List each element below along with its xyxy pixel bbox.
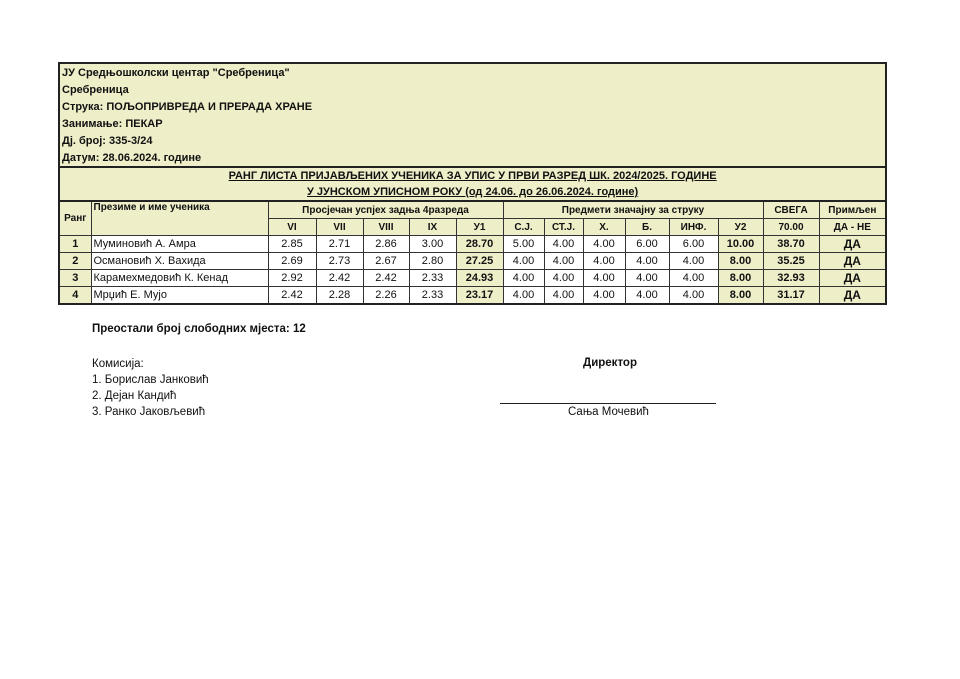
header-line: Занимање: ПЕКАР (59, 115, 886, 132)
total: 31.17 (763, 287, 819, 305)
avg-grade: 2.73 (316, 253, 363, 270)
u1: 27.25 (456, 253, 503, 270)
col-subject: ИНФ. (669, 219, 718, 236)
u2: 8.00 (718, 287, 763, 305)
list-title: РАНГ ЛИСТА ПРИЈАВЉЕНИХ УЧЕНИКА ЗА УПИС У ПРВИ РАЗРЕД ШК. 2024/2025. ГОДИНЕ (59, 167, 886, 184)
remaining-seats: Преостали број слободних мјеста: 12 (92, 323, 306, 335)
avg-grade: 2.42 (316, 270, 363, 287)
student-name: Карамехмедовић К. Кенад (91, 270, 268, 287)
col-subject: СТ.Ј. (544, 219, 583, 236)
rank: 3 (59, 270, 91, 287)
u1: 23.17 (456, 287, 503, 305)
header-line: Датум: 28.06.2024. године (59, 149, 886, 167)
rank: 2 (59, 253, 91, 270)
avg-grade: 2.69 (268, 253, 316, 270)
signature-line (500, 403, 716, 404)
subject-grade: 4.00 (625, 287, 669, 305)
avg-grade: 2.80 (409, 253, 456, 270)
col-rank: Ранг (59, 201, 91, 236)
student-name: Муминовић А. Амра (91, 236, 268, 253)
avg-grade: 2.33 (409, 287, 456, 305)
total: 35.25 (763, 253, 819, 270)
subject-grade: 4.00 (583, 287, 625, 305)
subject-grade: 4.00 (625, 270, 669, 287)
col-subject: Х. (583, 219, 625, 236)
col-total-max: 70.00 (763, 219, 819, 236)
avg-grade: 3.00 (409, 236, 456, 253)
subject-grade: 4.00 (503, 287, 544, 305)
subject-grade: 4.00 (583, 253, 625, 270)
accepted: ДА (819, 287, 886, 305)
avg-grade: 2.42 (268, 287, 316, 305)
table-row (59, 270, 886, 287)
subject-grade: 4.00 (544, 287, 583, 305)
table-row (59, 287, 886, 305)
subject-grade: 4.00 (583, 270, 625, 287)
subject-grade: 5.00 (503, 236, 544, 253)
col-accepted-sub: ДА - НЕ (819, 219, 886, 236)
subject-grade: 6.00 (669, 236, 718, 253)
subject-grade: 6.00 (625, 236, 669, 253)
u1: 28.70 (456, 236, 503, 253)
avg-grade: 2.67 (363, 253, 409, 270)
commission-member: 2. Дејан Кандић (92, 390, 177, 402)
avg-grade: 2.86 (363, 236, 409, 253)
subject-grade: 4.00 (544, 270, 583, 287)
total: 38.70 (763, 236, 819, 253)
header-line: Дј. број: 335-3/24 (59, 132, 886, 149)
header-line: Сребреница (59, 81, 886, 98)
rank: 1 (59, 236, 91, 253)
subject-grade: 4.00 (669, 287, 718, 305)
subject-grade: 4.00 (583, 236, 625, 253)
accepted: ДА (819, 236, 886, 253)
list-subtitle: У ЈУНСКОМ УПИСНОМ РОКУ (од 24.06. до 26.06.2024. године) (59, 184, 886, 201)
u1: 24.93 (456, 270, 503, 287)
subject-grade: 4.00 (503, 270, 544, 287)
subject-grade: 4.00 (669, 270, 718, 287)
avg-grade: 2.85 (268, 236, 316, 253)
col-avg: VI (268, 219, 316, 236)
avg-grade: 2.33 (409, 270, 456, 287)
student-name: Османовић Х. Вахида (91, 253, 268, 270)
subject-grade: 4.00 (544, 236, 583, 253)
avg-grade: 2.28 (316, 287, 363, 305)
col-avg: У1 (456, 219, 503, 236)
avg-grade: 2.92 (268, 270, 316, 287)
subject-grade: 4.00 (544, 253, 583, 270)
col-name: Презиме и име ученика (91, 201, 268, 236)
col-subject: С.Ј. (503, 219, 544, 236)
header-line: Струка: ПОЉОПРИВРЕДА И ПРЕРАДА ХРАНЕ (59, 98, 886, 115)
avg-grade: 2.71 (316, 236, 363, 253)
director-name: Сања Мочевић (568, 406, 649, 418)
col-avg: VII (316, 219, 363, 236)
header-line: ЈУ Средњошколски центар "Сребреница" (59, 63, 886, 81)
col-avg-group: Просјечан успјех задња 4разреда (268, 201, 503, 219)
accepted: ДА (819, 270, 886, 287)
col-total: СВЕГА (763, 201, 819, 219)
col-subject: У2 (718, 219, 763, 236)
u2: 8.00 (718, 270, 763, 287)
commission-label: Комисија: (92, 358, 144, 370)
subject-grade: 4.00 (625, 253, 669, 270)
u2: 10.00 (718, 236, 763, 253)
col-subjects-group: Предмети значајну за струку (503, 201, 763, 219)
avg-grade: 2.26 (363, 287, 409, 305)
table-row (59, 253, 886, 270)
rank: 4 (59, 287, 91, 305)
col-subject: Б. (625, 219, 669, 236)
u2: 8.00 (718, 253, 763, 270)
subject-grade: 4.00 (669, 253, 718, 270)
commission-member: 3. Ранко Јаковљевић (92, 406, 206, 418)
avg-grade: 2.42 (363, 270, 409, 287)
commission-member: 1. Борислав Јанковић (92, 374, 209, 386)
total: 32.93 (763, 270, 819, 287)
col-avg: IX (409, 219, 456, 236)
subject-grade: 4.00 (503, 253, 544, 270)
table-row (59, 236, 886, 253)
accepted: ДА (819, 253, 886, 270)
director-label: Директор (583, 357, 637, 369)
student-name: Мрџић Е. Мујо (91, 287, 268, 305)
col-accepted: Примљен (819, 201, 886, 219)
col-avg: VIII (363, 219, 409, 236)
ranking-table (58, 62, 887, 305)
